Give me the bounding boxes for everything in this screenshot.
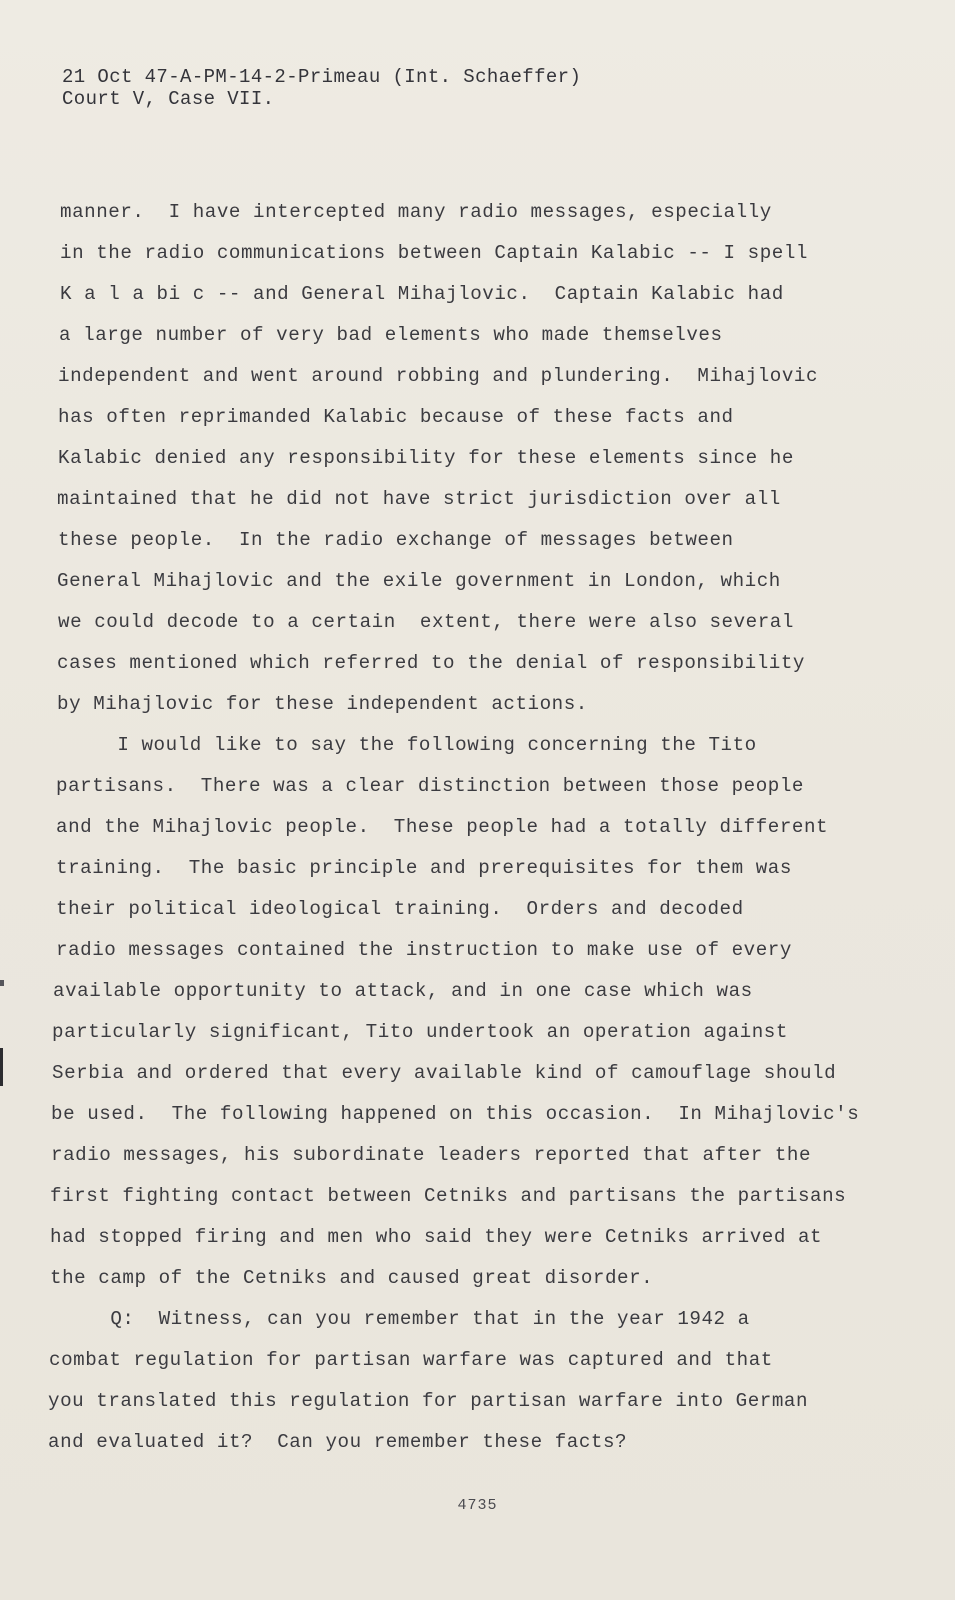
text-line: partisans. There was a clear distinction between those people <box>56 775 804 797</box>
text-line: the camp of the Cetniks and caused great disorder. <box>50 1267 654 1289</box>
text-line: in the radio communications between Captain Kalabic -- I spell <box>60 242 808 264</box>
transcript-header <box>62 66 581 110</box>
text-line: particularly significant, Tito undertook an operation against <box>52 1021 788 1043</box>
text-line: by Mihajlovic for these independent actions. <box>57 693 588 715</box>
text-line: and evaluated it? Can you remember these facts? <box>48 1431 628 1453</box>
header-court-line: Court V, Case VII. <box>62 88 275 110</box>
binding-edge-mark <box>0 1048 3 1086</box>
text-line: you translated this regulation for partisan warfare into German <box>48 1390 809 1412</box>
text-line: has often reprimanded Kalabic because of these facts and <box>58 406 734 428</box>
text-line: independent and went around robbing and plundering. Mihajlovic <box>58 365 819 387</box>
text-line: training. The basic principle and prerequisites for them was <box>56 857 792 879</box>
text-line: I would like to say the following concerning the Tito <box>57 734 757 756</box>
text-line: a large number of very bad elements who made themselves <box>59 324 723 346</box>
text-line: be used. The following happened on this occasion. In Mihajlovic's <box>51 1103 860 1125</box>
binding-edge-tick <box>0 980 4 986</box>
text-line: their political ideological training. Orders and decoded <box>56 898 744 920</box>
text-line: Q: Witness, can you remember that in the year 1942 a <box>50 1308 750 1330</box>
text-line: Serbia and ordered that every available kind of camouflage should <box>52 1062 837 1084</box>
text-line: manner. I have intercepted many radio messages, especially <box>60 201 772 223</box>
text-line: Kalabic denied any responsibility for these elements since he <box>58 447 794 469</box>
text-line: available opportunity to attack, and in one case which was <box>53 980 753 1002</box>
text-line: maintained that he did not have strict jurisdiction over all <box>57 488 781 510</box>
transcript-body <box>48 192 916 1463</box>
page-number: 4735 <box>457 1497 498 1514</box>
text-line: combat regulation for partisan warfare was captured and that <box>49 1349 773 1371</box>
text-line: General Mihajlovic and the exile government in London, which <box>57 570 781 592</box>
text-line: we could decode to a certain extent, there were also several <box>58 611 794 633</box>
text-line: radio messages contained the instruction to make use of every <box>56 939 792 961</box>
text-line: had stopped firing and men who said they were Cetniks arrived at <box>50 1226 823 1248</box>
header-session-line: 21 Oct 47-A-PM-14-2-Primeau (Int. Schaeffer) <box>62 66 582 88</box>
text-line: K a l a bi c -- and General Mihajlovic. Captain Kalabic had <box>60 283 784 305</box>
text-line: and the Mihajlovic people. These people had a totally different <box>56 816 829 838</box>
text-line: these people. In the radio exchange of messages between <box>58 529 734 551</box>
text-line: cases mentioned which referred to the denial of responsibility <box>57 652 805 674</box>
text-line: radio messages, his subordinate leaders reported that after the <box>51 1144 812 1166</box>
text-line: first fighting contact between Cetniks and partisans the partisans <box>50 1185 847 1207</box>
